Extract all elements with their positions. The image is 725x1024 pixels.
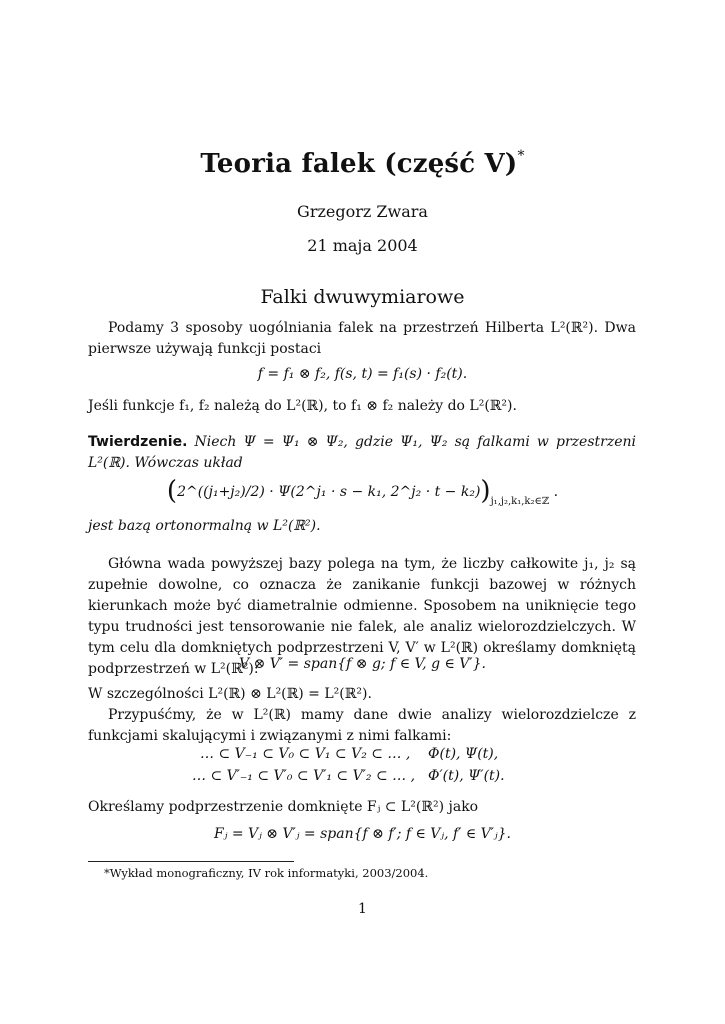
- equation-span: V ⊗ V′ = span{f ⊗ g; f ∈ V, g ∈ V′}.: [239, 656, 486, 672]
- theorem-label: Twierdzenie.: [88, 434, 188, 450]
- footnote-rule: [88, 861, 294, 862]
- footnote: *Wykład monograficzny, IV rok informatyki, 2003/2004.: [104, 866, 429, 880]
- paragraph-membership: Jeśli funkcje f₁, f₂ należą do L²(ℝ), to f₁ ⊗ f₂ należy do L²(ℝ²).: [88, 398, 517, 414]
- date: 21 maja 2004: [307, 236, 418, 255]
- paragraph-intro: Podamy 3 sposoby uogólniania falek na przestrzeń Hilberta L²(ℝ²). Dwa pierwsze używają funkcji postaci: [88, 320, 636, 357]
- author: Grzegorz Zwara: [297, 202, 428, 221]
- chain-v-right: Φ(t), Ψ(t),: [428, 746, 499, 762]
- chain-vprime-right: Φ′(t), Ψ′(t).: [428, 768, 505, 784]
- chain-v-left: … ⊂ V₋₁ ⊂ V₀ ⊂ V₁ ⊂ V₂ ⊂ … ,: [200, 746, 411, 762]
- theorem-conclusion: jest bazą ortonormalną w L²(ℝ²).: [88, 518, 321, 534]
- theorem-equation: (2^((j₁+j₂)/2) · Ψ(2^j₁ · s − k₁, 2^j₂ · $t - k_2))_{j_1,j_2,k_1,k_2\in ℤ}$ .: [166, 476, 559, 507]
- paragraph-define-fj: Określamy podprzestrzenie domknięte Fⱼ ⊂ L²(ℝ²) jako: [88, 799, 479, 815]
- theorem-equation-index: j₁,j₂,k₁,k₂∈ℤ: [490, 496, 550, 507]
- section-title: Falki dwuwymiarowe: [260, 286, 465, 308]
- theorem: [88, 432, 636, 474]
- page-number: 1: [358, 901, 367, 917]
- paragraph-drawback: Główna wada powyższej bazy polega na tym, że liczby całkowite j₁, j₂ są zupełnie dowolne, co oznacza że zanikanie funkcji bazowej w różnych kierunkach może być diametralnie odmienne. Sposobem na uniknięcie tego typu trudności jest tensorowanie nie falek, ale analiz wielorozdzielczych. W tym celu dla domkniętych podprzestrzeni V, V′ w L²(ℝ) określamy domkniętą podprzestrzeń w L²(ℝ²):: [88, 556, 636, 677]
- theorem-statement: Niech Ψ = Ψ₁ ⊗ Ψ₂, gdzie Ψ₁, Ψ₂ są falkami w przestrzeni L²(ℝ). Wówczas układ: [88, 434, 636, 471]
- equation-tensor-product: f = f₁ ⊗ f₂, f(s, t) = f₁(s) · f₂(t).: [257, 366, 468, 382]
- page-title: Teoria falek (część V)*: [200, 148, 525, 179]
- equation-fj: Fⱼ = Vⱼ ⊗ V′ⱼ = span{f ⊗ f′; f ∈ Vⱼ, f′ ∈ V′ⱼ}.: [214, 826, 511, 842]
- paragraph-special-case: W szczególności L²(ℝ) ⊗ L²(ℝ) = L²(ℝ²).: [88, 686, 372, 702]
- theorem-equation-main: 2^((j₁+j₂)/2) · Ψ(2^j₁ · s − k₁, 2^j₂ · t − k₂): [177, 484, 481, 500]
- paragraph-suppose: Przypuśćmy, że w L²(ℝ) mamy dane dwie analizy wielorozdzielcze z funkcjami skalującymi i związanymi z nimi falkami:: [88, 707, 636, 744]
- title-footnote-mark: *: [517, 148, 525, 164]
- chain-vprime-left: … ⊂ V′₋₁ ⊂ V′₀ ⊂ V′₁ ⊂ V′₂ ⊂ … ,: [192, 768, 416, 784]
